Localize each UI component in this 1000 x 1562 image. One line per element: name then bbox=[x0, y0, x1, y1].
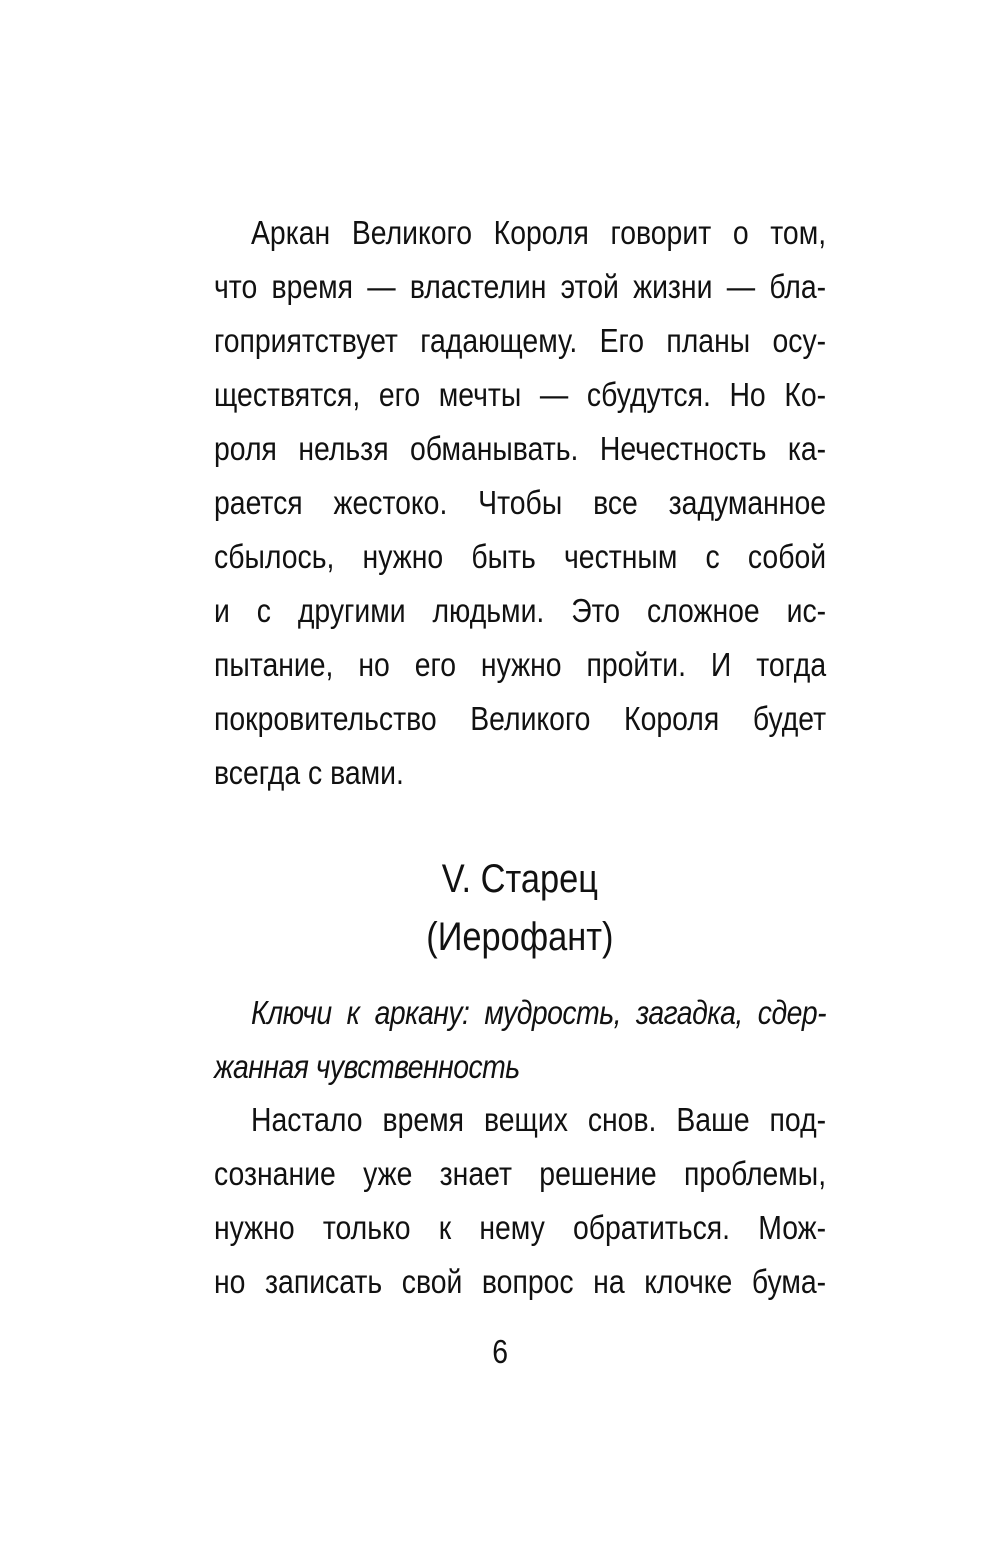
text-line: но записать свой вопрос на клочке бума- bbox=[214, 1263, 827, 1300]
keys-line: жанная чувственность bbox=[214, 1048, 520, 1085]
section-title bbox=[214, 848, 826, 910]
text-line: сбылось, нужно быть честным с собой bbox=[214, 538, 827, 575]
text-line: рается жестоко. Чтобы все задуманное bbox=[214, 484, 827, 521]
text-line: сознание уже знает решение проблемы, bbox=[214, 1155, 827, 1192]
text-line: всегда с вами. bbox=[214, 754, 404, 791]
paragraph-elder-arcana bbox=[214, 1093, 826, 1309]
section-title-alt: (Иерофант) bbox=[426, 915, 614, 959]
text-line: роля нельзя обманывать. Нечестность ка- bbox=[214, 430, 827, 467]
page-number bbox=[0, 1325, 1000, 1379]
text-line: Настало время вещих снов. Ваше под- bbox=[250, 1101, 827, 1138]
keys-line: Ключи к аркану: мудрость, загадка, сдер- bbox=[250, 994, 827, 1031]
text-line: нужно только к нему обратиться. Мож- bbox=[214, 1209, 827, 1246]
text-line: покровительство Великого Короля будет bbox=[214, 700, 827, 737]
text-line: что время — властелин этой жизни — бла- bbox=[214, 268, 827, 305]
text-line: и с другими людьми. Это сложное ис- bbox=[214, 592, 827, 629]
arcana-keys bbox=[214, 986, 826, 1094]
page-number-value: 6 bbox=[492, 1333, 508, 1370]
text-line: гоприятствует гадающему. Его планы осу- bbox=[214, 322, 827, 359]
text-line: ществятся, его мечты — сбудутся. Но Ко- bbox=[214, 376, 827, 413]
section-title-main: V. Старец bbox=[441, 857, 599, 901]
text-line: пытание, но его нужно пройти. И тогда bbox=[214, 646, 827, 683]
text-line: Аркан Великого Короля говорит о том, bbox=[250, 214, 827, 251]
section-subtitle bbox=[214, 906, 826, 968]
paragraph-king-arcana bbox=[214, 206, 826, 800]
